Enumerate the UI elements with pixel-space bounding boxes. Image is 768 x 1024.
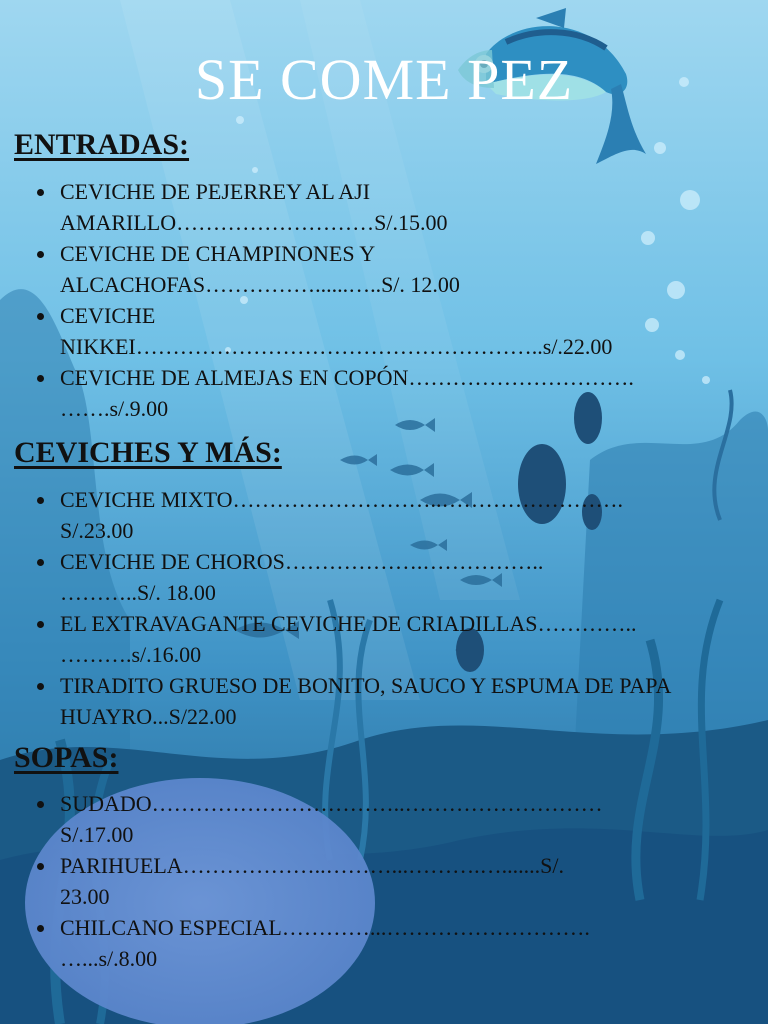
section-heading-sopas: SOPAS: [14, 741, 119, 774]
list-item: CEVICHE NIKKEI………………………………………………..s/.22.00 [0, 300, 752, 362]
list-item: EL EXTRAVAGANTE CEVICHE DE CRIADILLAS………….. ……….s/.16.00 [0, 608, 752, 670]
list-item: PARIHUELA………………..………...……….….......S/. 23.00 [0, 850, 752, 912]
list-item: CEVICHE DE ALMEJAS EN COPÓN…………………………. …….s/.9.00 [0, 362, 752, 424]
list-item: CEVICHE DE CHOROS……………….…………….. ………..S/. 18.00 [0, 546, 752, 608]
entradas-list [0, 176, 752, 424]
section-heading-entradas: ENTRADAS: [14, 128, 190, 161]
sopas-list [0, 788, 752, 974]
list-item: CEVICHE MIXTO………………………..……………………. S/.23.00 [0, 484, 752, 546]
ceviches-list [0, 484, 752, 732]
list-item: TIRADITO GRUESO DE BONITO, SAUCO Y ESPUMA DE PAPA HUAYRO...S/22.00 [0, 670, 752, 732]
list-item: CEVICHE DE PEJERREY AL AJI AMARILLO………………………S/.15.00 [0, 176, 752, 238]
list-item: CEVICHE DE CHAMPINONES Y ALCACHOFAS……………......…..S/. 12.00 [0, 238, 752, 300]
section-heading-ceviches: CEVICHES Y MÁS: [14, 436, 282, 469]
list-item: CHILCANO ESPECIAL…………...………………………. …...s/.8.00 [0, 912, 752, 974]
list-item: SUDADO……………………………..……………………… S/.17.00 [0, 788, 752, 850]
menu-title: SE COME PEZ [194, 47, 574, 112]
